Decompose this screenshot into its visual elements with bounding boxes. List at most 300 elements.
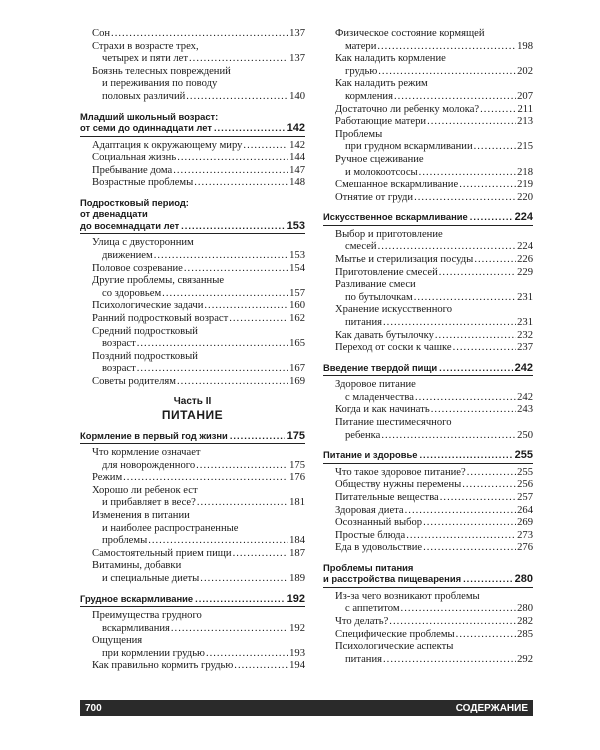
toc-entry[interactable] — [323, 467, 533, 480]
toc-entry-line — [80, 660, 305, 673]
toc-entry-line — [323, 66, 533, 79]
toc-entry[interactable] — [323, 530, 533, 543]
dot-leader — [184, 263, 288, 276]
toc-entry[interactable] — [80, 510, 305, 548]
toc-entry[interactable] — [323, 330, 533, 343]
dot-leader — [467, 467, 516, 480]
toc-entry-line — [80, 560, 305, 573]
dot-leader — [206, 648, 288, 661]
toc-entry-title: Переход от соски к чашке — [335, 342, 452, 354]
toc-entry[interactable] — [323, 192, 533, 205]
toc-entry-line — [323, 467, 533, 480]
toc-entry-line — [323, 654, 533, 667]
toc-entry[interactable] — [323, 641, 533, 666]
toc-section-page: 153 — [286, 219, 305, 232]
toc-page-number: 189 — [289, 573, 305, 584]
toc-entry[interactable] — [80, 237, 305, 262]
toc-section-page: 175 — [286, 429, 305, 442]
toc-entry-line — [80, 300, 305, 313]
toc-section-line — [323, 562, 533, 574]
toc-entry-title: Психологические задачи — [92, 300, 204, 312]
toc-entry-title: проблемы — [102, 535, 148, 547]
toc-entry-line — [323, 404, 533, 417]
toc-section-title: до восемнадцати лет — [80, 219, 180, 231]
toc-entry[interactable] — [80, 447, 305, 472]
toc-entry-line — [323, 342, 533, 355]
dot-leader — [406, 530, 516, 543]
dot-leader — [439, 362, 513, 374]
toc-entry-title: Улица с двусторонним — [92, 237, 194, 249]
toc-page-number: 160 — [289, 300, 305, 312]
toc-entry-title: матери — [345, 40, 377, 52]
toc-section-heading[interactable] — [323, 562, 533, 588]
toc-section-heading[interactable] — [80, 197, 305, 235]
toc-entry-title: Осознанный выбор — [335, 517, 423, 529]
toc-page-number: 213 — [517, 116, 533, 128]
toc-entry-line — [80, 447, 305, 460]
toc-entry[interactable] — [80, 560, 305, 585]
toc-entry[interactable] — [323, 53, 533, 78]
toc-entry[interactable] — [80, 300, 305, 313]
toc-entry-title: Здоровая диета — [335, 504, 404, 516]
toc-entry-title: Хорошо ли ребенок ест — [92, 484, 198, 496]
toc-entry-line — [323, 141, 533, 154]
toc-entry-line — [323, 241, 533, 254]
toc-entry-title: Боязнь телесных повреждений — [92, 65, 231, 77]
toc-entry-title: Достаточно ли ребенку молока? — [335, 103, 480, 115]
section-rule — [323, 463, 533, 464]
toc-entry[interactable] — [80, 313, 305, 326]
toc-entry-title: Выбор и приготовление — [335, 228, 443, 240]
toc-entry-line — [80, 140, 305, 153]
toc-entry-title: Ручное сцеживание — [335, 153, 424, 165]
toc-entry[interactable] — [323, 104, 533, 117]
section-rule — [80, 443, 305, 444]
toc-entry-title: четырех и пяти лет — [102, 53, 189, 65]
toc-section-line — [323, 362, 533, 375]
toc-section-page: 280 — [514, 573, 533, 586]
dot-leader — [234, 660, 288, 673]
dot-leader — [389, 616, 516, 629]
toc-page-number: 137 — [289, 53, 305, 65]
toc-entry-line — [323, 379, 533, 392]
toc-entry-title: Что делать? — [335, 616, 389, 628]
running-title: СОДЕРЖАНИЕ — [455, 702, 528, 714]
toc-entry[interactable] — [80, 66, 305, 104]
toc-entry-title: при кормлении грудью — [102, 647, 205, 659]
toc-entry-title: грудью — [345, 65, 378, 77]
toc-entry[interactable] — [80, 472, 305, 485]
toc-entry[interactable] — [80, 165, 305, 178]
dot-leader — [423, 517, 516, 530]
toc-section-heading[interactable] — [323, 362, 533, 377]
toc-entry-title: Приготовление смесей — [335, 266, 438, 278]
toc-entry-line — [323, 304, 533, 317]
toc-entry-title: кормления — [345, 90, 393, 102]
toc-page-number: 256 — [517, 479, 533, 491]
toc-section-line — [80, 430, 305, 443]
dot-leader — [378, 241, 517, 254]
toc-entry-title: Обществу нужны перемены — [335, 479, 462, 491]
toc-entry-title: и наиболее распространенные — [102, 522, 239, 534]
toc-entry-line — [80, 152, 305, 165]
toc-entry[interactable] — [323, 517, 533, 530]
toc-entry-line — [80, 288, 305, 301]
toc-section-page: 142 — [286, 122, 305, 135]
toc-page-number: 140 — [289, 90, 305, 102]
dot-leader — [378, 66, 516, 79]
toc-entry[interactable] — [323, 629, 533, 642]
toc-entry[interactable] — [323, 404, 533, 417]
section-rule — [323, 375, 533, 376]
toc-entry-line — [80, 91, 305, 104]
toc-page-number: 243 — [517, 404, 533, 416]
toc-entry-title: Пребывание дома — [92, 164, 173, 176]
toc-page-number: 282 — [517, 616, 533, 628]
toc-section-page: 192 — [286, 592, 305, 605]
toc-entry-line — [323, 392, 533, 405]
toc-entry-line — [323, 229, 533, 242]
toc-entry-line — [80, 177, 305, 190]
toc-entry[interactable] — [323, 542, 533, 555]
toc-entry-line — [80, 66, 305, 79]
toc-page-number: 264 — [517, 504, 533, 516]
toc-entry-line — [80, 275, 305, 288]
toc-entry-title: Мытье и стерилизация посуды — [335, 254, 474, 265]
toc-entry-line — [80, 165, 305, 178]
toc-entry-title: Другие проблемы, связанные — [92, 275, 225, 287]
toc-entry-title: по бутылочкам — [345, 291, 413, 303]
dot-leader — [414, 292, 516, 305]
dot-leader — [154, 250, 288, 263]
toc-entry-line — [80, 338, 305, 351]
toc-entry-title: половых различий — [102, 90, 186, 102]
dot-leader — [459, 179, 516, 192]
toc-page-number: 181 — [289, 497, 305, 509]
toc-entry[interactable] — [80, 177, 305, 190]
toc-entry-line — [323, 41, 533, 54]
dot-leader — [419, 449, 512, 461]
dot-leader — [137, 363, 288, 376]
toc-entry-line — [323, 167, 533, 180]
dot-leader — [195, 593, 285, 605]
toc-page-number: 211 — [517, 103, 533, 115]
dot-leader — [463, 573, 513, 585]
toc-entry[interactable] — [323, 154, 533, 179]
toc-entry-line — [323, 78, 533, 91]
toc-entry-title: Сон — [92, 28, 111, 39]
toc-section-title: Введение твердой пищи — [323, 361, 438, 373]
toc-section-title: Проблемы питания — [323, 561, 414, 573]
toc-page-number: 176 — [289, 472, 305, 484]
toc-entry-line — [323, 417, 533, 430]
toc-entry-title: Психологические аспекты — [335, 641, 454, 653]
toc-page-number: 218 — [517, 166, 533, 178]
toc-entry-line — [323, 53, 533, 66]
toc-section-line — [80, 208, 305, 220]
toc-entry[interactable] — [323, 78, 533, 103]
toc-section-title: Младший школьный возраст: — [80, 110, 219, 122]
toc-entry-title: Ранний подростковый возраст — [92, 313, 229, 324]
page-number: 700 — [85, 702, 102, 714]
toc-entry[interactable] — [80, 28, 305, 41]
toc-entry-title: питания — [345, 316, 383, 328]
toc-section-line — [323, 211, 533, 224]
toc-entry-line — [323, 28, 533, 41]
toc-right-column — [323, 28, 533, 666]
toc-page-number: 165 — [289, 338, 305, 350]
toc-entry-line — [323, 641, 533, 654]
toc-left-column — [80, 28, 305, 673]
dot-leader — [377, 41, 516, 54]
section-rule — [323, 587, 533, 588]
toc-page-number: 226 — [517, 254, 533, 265]
toc-entry-title: Поздний подростковый — [92, 350, 198, 362]
toc-entry-title: Простые блюда — [335, 529, 406, 541]
dot-leader — [383, 654, 516, 667]
toc-entry[interactable] — [80, 485, 305, 510]
toc-entry-title: смесей — [345, 241, 377, 253]
toc-entry-title: ребенка — [345, 429, 381, 441]
section-rule — [323, 225, 533, 226]
toc-section-heading[interactable] — [323, 211, 533, 226]
toc-entry[interactable] — [323, 179, 533, 192]
toc-entry-line — [80, 363, 305, 376]
toc-entry-line — [80, 523, 305, 536]
toc-entry-line — [323, 154, 533, 167]
toc-entry[interactable] — [80, 41, 305, 66]
toc-entry-title: Как правильно кормить грудью — [92, 660, 234, 672]
toc-entry-title: Возрастные проблемы — [92, 177, 194, 189]
toc-entry-title: и переживания по поводу — [102, 78, 218, 90]
toc-section-title: и расстройства пищеварения — [323, 573, 462, 585]
toc-section-heading[interactable] — [323, 449, 533, 464]
dot-leader — [423, 542, 516, 555]
toc-page-number: 229 — [517, 266, 533, 278]
dot-leader — [456, 629, 516, 642]
toc-entry-title: Самостоятельный прием пищи — [92, 547, 232, 559]
toc-entry-title: Режим — [92, 472, 123, 484]
toc-entry-line — [80, 573, 305, 586]
toc-page-number: 220 — [517, 191, 533, 203]
toc-entry-title: Витамины, добавки — [92, 560, 182, 572]
toc-entry-title: Что такое здоровое питание? — [335, 466, 466, 478]
toc-entry[interactable] — [80, 326, 305, 351]
dot-leader — [137, 338, 288, 351]
toc-page-number: 255 — [517, 466, 533, 478]
toc-page-number: 276 — [517, 542, 533, 554]
dot-leader — [200, 573, 288, 586]
toc-entry-line — [80, 53, 305, 66]
toc-page-number: 194 — [289, 660, 305, 672]
toc-entry[interactable] — [80, 275, 305, 300]
dot-leader — [214, 122, 285, 134]
toc-entry-line — [80, 237, 305, 250]
dot-leader — [111, 28, 288, 41]
toc-entry-title: и специальные диеты — [102, 573, 200, 584]
toc-page-number: 167 — [289, 363, 305, 375]
toc-entry[interactable] — [80, 152, 305, 165]
dot-leader — [177, 376, 288, 389]
toc-page-number: 285 — [517, 628, 533, 640]
toc-entry[interactable] — [80, 351, 305, 376]
toc-page-number: 184 — [289, 535, 305, 547]
dot-leader — [480, 104, 516, 117]
toc-entry-title: Средний подростковый — [92, 325, 198, 337]
toc-entry-title: Здоровое питание — [335, 379, 416, 391]
dot-leader — [186, 91, 288, 104]
toc-entry-line — [323, 292, 533, 305]
toc-entry[interactable] — [80, 140, 305, 153]
toc-entry[interactable] — [323, 229, 533, 254]
toc-page-number: 144 — [289, 152, 305, 164]
toc-entry-title: Ощущения — [92, 635, 143, 647]
dot-leader — [194, 177, 288, 190]
toc-entry-line — [323, 91, 533, 104]
toc-entry-line — [323, 192, 533, 205]
toc-entry-line — [80, 623, 305, 636]
toc-entry-line — [80, 250, 305, 263]
toc-entry[interactable] — [80, 376, 305, 389]
toc-section-line — [323, 449, 533, 462]
section-rule — [80, 233, 305, 234]
toc-page-number: 219 — [517, 179, 533, 191]
toc-entry-title: Советы родителям — [92, 375, 176, 387]
toc-entry-title: и прибавляет в весе? — [102, 497, 196, 509]
toc-entry-line — [80, 535, 305, 548]
toc-page-number: 148 — [289, 177, 305, 189]
toc-entry-line — [323, 629, 533, 642]
toc-entry-title: Смешанное вскармливание — [335, 179, 459, 191]
toc-entry-title: Питательные вещества — [335, 491, 439, 503]
toc-entry-line — [80, 460, 305, 473]
toc-entry-title: Проблемы — [335, 128, 383, 140]
toc-entry-title: для новорожденного — [102, 459, 196, 471]
toc-entry-title: Из-за чего возникают проблемы — [335, 590, 480, 602]
toc-entry[interactable] — [323, 129, 533, 154]
toc-entry-title: со здоровьем — [102, 287, 162, 299]
toc-page-number: 162 — [289, 313, 305, 324]
toc-page-number: 269 — [517, 517, 533, 529]
toc-page-number: 273 — [517, 529, 533, 541]
toc-page-number: 202 — [517, 65, 533, 77]
toc-page-number: 142 — [289, 139, 305, 151]
toc-entry[interactable] — [80, 635, 305, 660]
toc-section-line — [80, 593, 305, 606]
toc-section-page: 255 — [514, 449, 533, 462]
toc-entry-line — [80, 41, 305, 54]
toc-entry-line — [80, 263, 305, 276]
toc-entry-title: Еда в удовольствие — [335, 542, 423, 554]
toc-section-line — [80, 197, 305, 209]
toc-entry-title: Физическое состояние кормящей — [335, 28, 485, 39]
dot-leader — [189, 53, 288, 66]
toc-entry-title: Как наладить режим — [335, 78, 428, 90]
dot-leader — [243, 140, 288, 153]
toc-entry-line — [323, 530, 533, 543]
toc-entry-title: возраст — [102, 363, 136, 375]
toc-section-heading[interactable] — [80, 593, 305, 608]
toc-entry[interactable] — [323, 304, 533, 329]
dot-leader — [394, 91, 516, 104]
toc-entry[interactable] — [323, 616, 533, 629]
toc-entry[interactable] — [80, 263, 305, 276]
toc-entry[interactable] — [323, 279, 533, 304]
toc-entry[interactable] — [323, 254, 533, 267]
dot-leader — [401, 603, 517, 616]
toc-page-number: 280 — [517, 603, 533, 615]
toc-entry[interactable] — [323, 267, 533, 280]
toc-entry-line — [80, 313, 305, 326]
toc-entry-line — [323, 267, 533, 280]
toc-page-number: 237 — [517, 342, 533, 354]
toc-entry-title: движением — [102, 250, 153, 262]
toc-entry[interactable] — [323, 492, 533, 505]
toc-section-heading[interactable] — [80, 430, 305, 445]
toc-entry-title: Питание шестимесячного — [335, 417, 452, 429]
toc-section-title: Питание и здоровье — [323, 449, 418, 461]
toc-entry-title: Работающие матери — [335, 116, 427, 128]
toc-page-number: 242 — [517, 391, 533, 403]
toc-entry[interactable] — [323, 505, 533, 518]
dot-leader — [230, 430, 285, 442]
dot-leader — [233, 548, 289, 561]
toc-section-heading[interactable] — [80, 111, 305, 137]
toc-entry-line — [323, 104, 533, 117]
toc-entry[interactable] — [323, 479, 533, 492]
toc-page-number: 153 — [289, 250, 305, 262]
dot-leader — [431, 404, 516, 417]
toc-section-line — [80, 122, 305, 135]
toc-entry[interactable] — [323, 342, 533, 355]
toc-page-number: 157 — [289, 287, 305, 299]
toc-entry-line — [323, 317, 533, 330]
toc-entry-line — [323, 492, 533, 505]
toc-entry-title: при грудном вскармливании — [345, 141, 473, 153]
toc-entry[interactable] — [323, 28, 533, 53]
toc-entry[interactable] — [323, 591, 533, 616]
toc-entry-title: вскармливания — [102, 622, 170, 634]
toc-entry[interactable] — [80, 660, 305, 673]
toc-entry-title: Страхи в возрасте трех, — [92, 40, 199, 52]
toc-entry[interactable] — [323, 379, 533, 404]
toc-entry-line — [323, 179, 533, 192]
toc-entry-line — [323, 616, 533, 629]
toc-entry[interactable] — [323, 417, 533, 442]
toc-section-page: 224 — [514, 211, 533, 224]
toc-entry[interactable] — [80, 610, 305, 635]
toc-entry-title: Как наладить кормление — [335, 53, 446, 65]
toc-entry-title: Что кормление означает — [92, 447, 201, 459]
toc-section-title: Кормление в первый год жизни — [80, 429, 228, 441]
toc-section-title: от семи до одиннадцати лет — [80, 122, 212, 134]
toc-page-number: 215 — [517, 141, 533, 153]
toc-entry-line — [80, 351, 305, 364]
toc-entry[interactable] — [80, 548, 305, 561]
toc-entry-line — [80, 472, 305, 485]
dot-leader — [197, 497, 288, 510]
toc-entry-line — [323, 279, 533, 292]
toc-entry-title: возраст — [102, 338, 136, 350]
toc-entry[interactable] — [323, 116, 533, 129]
toc-entry-title: Когда и как начинать — [335, 404, 430, 416]
toc-entry-line — [80, 485, 305, 498]
toc-entry-title: Преимущества грудного — [92, 610, 202, 622]
toc-entry-line — [80, 648, 305, 661]
dot-leader — [474, 141, 516, 154]
toc-section-title: от двенадцати — [80, 208, 148, 220]
toc-page-number: 193 — [289, 647, 305, 659]
